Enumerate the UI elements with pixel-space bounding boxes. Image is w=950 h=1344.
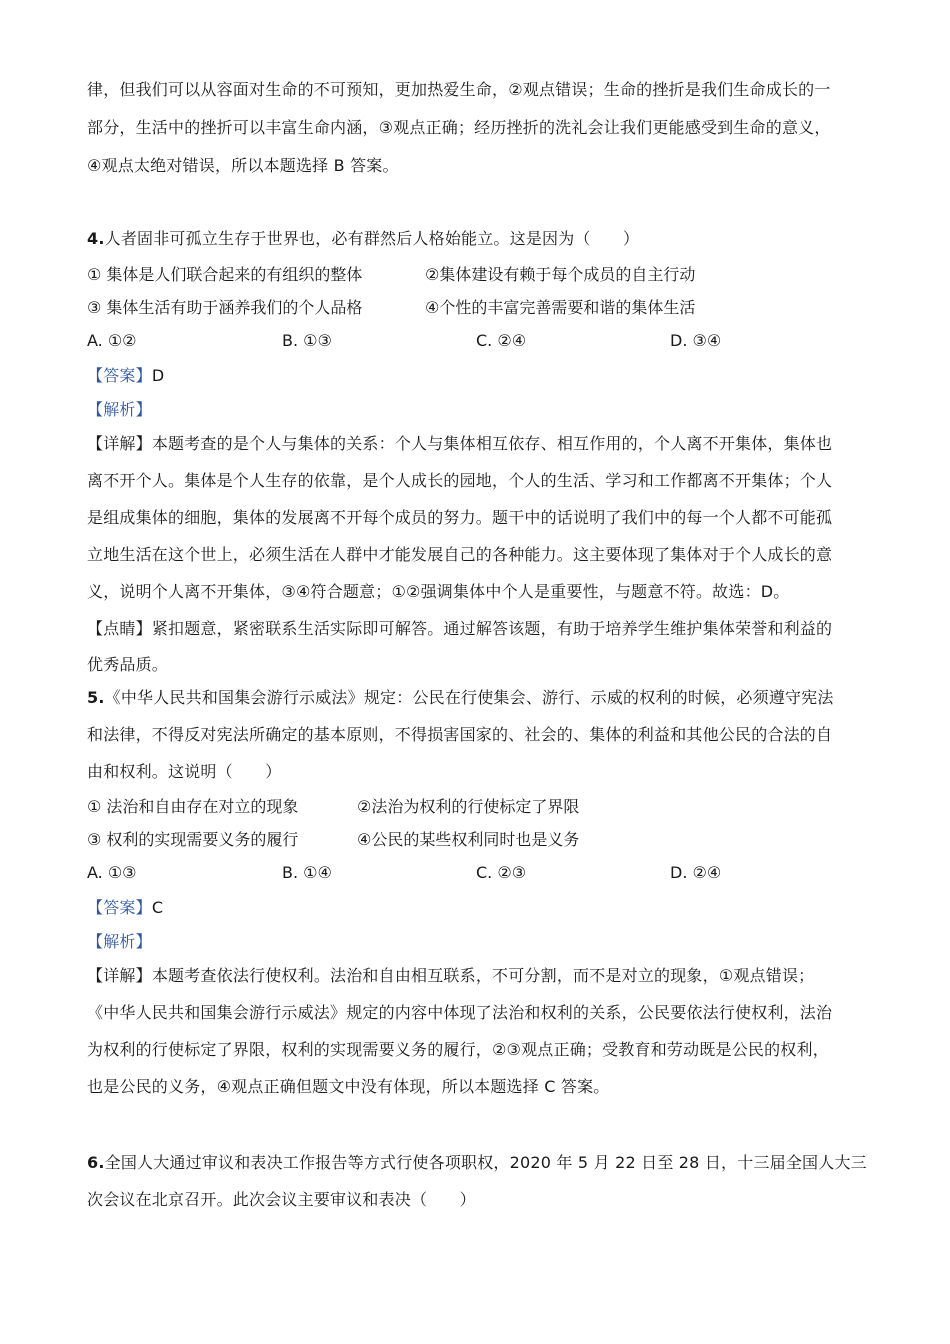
answer-value: D <box>151 366 165 385</box>
question-6-stem-line: 次会议在北京召开。此次会议主要审议和表决（ ） <box>87 1190 476 1209</box>
detail-text: 本题考查依法行使权利。法治和自由相互联系，不可分割，而不是对立的现象，①观点错误； <box>151 966 815 985</box>
answer-line <box>87 366 164 386</box>
detail-line: 也是公民的义务，④观点正确但题文中没有体现，所以本题选择 C 答案。 <box>87 1077 610 1096</box>
question-number: 5. <box>87 688 105 707</box>
statement-2: ②法治为权利的行使标定了界限 <box>357 797 580 816</box>
detail-line: 立地生活在这个世上，必须生活在人群中才能发展自己的各种能力。这主要体现了集体对于个人成长的意 <box>87 545 833 564</box>
statement-1: ① 集体是人们联合起来的有组织的整体 <box>87 265 363 284</box>
choice-b: B. ①④ <box>282 863 332 882</box>
question-number: 6. <box>87 1153 105 1172</box>
tip-line: 优秀品质。 <box>87 655 169 674</box>
tip-text: 紧扣题意，紧密联系生活实际即可解答。通过解答该题，有助于培养学生维护集体荣誉和利益的 <box>151 619 833 638</box>
detail-text: 本题考查的是个人与集体的关系：个人与集体相互依存、相互作用的，个人离不开集体，集体也 <box>151 434 833 453</box>
detail-line: 《中华人民共和国集会游行示威法》规定的内容中体现了法治和权利的关系，公民要依法行使权利，法治 <box>87 1003 833 1022</box>
question-number: 4. <box>87 229 105 248</box>
choice-d: D. ②④ <box>670 863 722 882</box>
answer-label: 【答案】 <box>87 366 152 385</box>
choice-c: C. ②④ <box>476 331 527 350</box>
choice-a: A. ①③ <box>87 863 137 882</box>
detail-line: 为权利的行使标定了界限，权利的实现需要义务的履行，②③观点正确；受教育和劳动既是公民的权利， <box>87 1040 829 1059</box>
answer-value: C <box>151 898 164 917</box>
intro-line: ④观点太绝对错误，所以本题选择 B 答案。 <box>87 156 399 175</box>
choice-c: C. ②③ <box>476 863 527 882</box>
statement-3: ③ 权利的实现需要义务的履行 <box>87 830 299 849</box>
statement-4: ④公民的某些权利同时也是义务 <box>357 830 580 849</box>
statement-1: ① 法治和自由存在对立的现象 <box>87 797 299 816</box>
question-5-stem-line: 和法律，不得反对宪法所确定的基本原则，不得损害国家的、社会的、集体的利益和其他公民的合法的自 <box>87 725 833 744</box>
detail-label: 【详解】 <box>87 966 152 985</box>
detail-line <box>87 966 814 986</box>
tip-line <box>87 619 832 639</box>
analysis-label: 【解析】 <box>87 932 152 951</box>
tip-label: 【点睛】 <box>87 619 152 638</box>
intro-line: 部分，生活中的挫折可以丰富生命内涵，③观点正确；经历挫折的洗礼会让我们更能感受到生命的意义， <box>87 118 831 137</box>
question-6-stem <box>87 1153 867 1173</box>
choice-b: B. ①③ <box>282 331 332 350</box>
statement-3: ③ 集体生活有助于涵养我们的个人品格 <box>87 298 363 317</box>
question-5-stem-line: 由和权利。这说明（ ） <box>87 762 282 781</box>
analysis-label: 【解析】 <box>87 400 152 419</box>
question-text: 全国人大通过审议和表决工作报告等方式行使各项职权，2020 年 5 月 22 日至 28 日，十三届全国人大三 <box>104 1153 867 1172</box>
question-text: 《中华人民共和国集会游行示威法》规定：公民在行使集会、游行、示威的权利的时候，必须遵守宪法 <box>104 688 834 707</box>
question-text: 人者固非可孤立生存于世界也，必有群然后人格始能立。这是因为（ ） <box>104 229 640 248</box>
detail-line: 是组成集体的细胞，集体的发展离不开每个成员的努力。题干中的话说明了我们中的每一个人都不可能孤 <box>87 508 833 527</box>
statement-2: ②集体建设有赖于每个成员的自主行动 <box>425 265 696 284</box>
statement-4: ④个性的丰富完善需要和谐的集体生活 <box>425 298 696 317</box>
answer-label: 【答案】 <box>87 898 152 917</box>
detail-line <box>87 434 832 454</box>
choice-d: D. ③④ <box>670 331 722 350</box>
choice-a: A. ①② <box>87 331 137 350</box>
detail-line: 义，说明个人离不开集体，③④符合题意；①②强调集体中个人是重要性，与题意不符。故选：D。 <box>87 582 790 601</box>
question-4-stem <box>87 229 639 249</box>
intro-line: 律，但我们可以从容面对生命的不可预知，更加热爱生命，②观点错误；生命的挫折是我们生命成长的一 <box>87 80 831 99</box>
detail-line: 离不开个人。集体是个人生存的依靠，是个人成长的园地，个人的生活、学习和工作都离不开集体；个人 <box>87 471 833 490</box>
question-5-stem <box>87 688 834 708</box>
answer-line <box>87 898 163 918</box>
detail-label: 【详解】 <box>87 434 152 453</box>
